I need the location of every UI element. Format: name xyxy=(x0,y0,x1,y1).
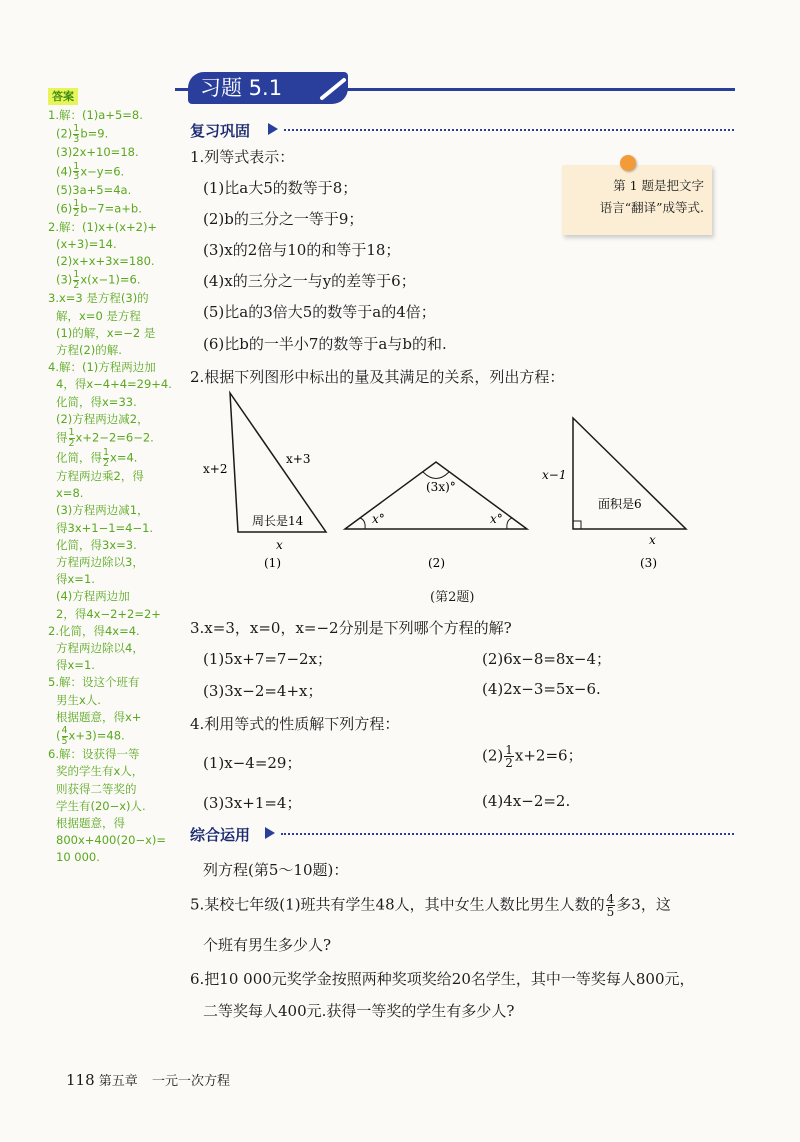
section-divider xyxy=(281,833,734,835)
answer-line: 得x=1. xyxy=(56,572,95,587)
answer-line: (x+3)=14. xyxy=(56,237,117,252)
answer-line: 5.解：设这个班有 xyxy=(48,675,140,690)
answer-line: 得 $\frac{1}{2}$ x+2−2=6−2. xyxy=(56,427,154,449)
answer-line: x=8. xyxy=(56,486,84,501)
answer-line: 得3x+1−1=4−1. xyxy=(56,520,154,535)
q4-item-1: (1)x−4=29； xyxy=(203,754,302,772)
answer-fraction: $\frac{1}{2}$ xyxy=(73,269,80,291)
answer-line: 2.解：(1)x+(x+2)+ xyxy=(48,219,158,234)
left-angle-arc xyxy=(360,518,365,529)
answer-line: 2，得4x−2+2=2+ xyxy=(56,606,161,621)
answer-line: (6) $\frac{1}{2}$ b−7=a+b. xyxy=(56,197,142,220)
triangle-3 xyxy=(573,418,686,529)
exercise-banner: 习题 5.1 xyxy=(188,72,348,104)
answer-line: (3)2x+10=18. xyxy=(56,145,139,160)
answer-sidebar xyxy=(48,88,178,867)
fig1-left-label: x+2 xyxy=(203,462,228,476)
fig1-bottom-label: x xyxy=(276,538,283,552)
q1-item-3: (3)x的2倍与10的和等于18； xyxy=(203,241,401,259)
q6-line-1: 6.把10 000元奖学金按照两种奖项奖给20名学生，其中一等奖每人800元， xyxy=(190,970,695,988)
q5-suffix: 多3，这 xyxy=(616,895,671,914)
fig2-left-label: x° xyxy=(372,512,385,526)
answer-line: 方程(2)的解. xyxy=(56,343,122,358)
fraction-denominator: 2 xyxy=(505,756,513,770)
answer-line: 3.x=3 是方程(3)的 xyxy=(48,291,149,306)
q1-item-6: (6)比b的一半小7的数等于a与b的和. xyxy=(203,335,447,353)
q1-item-2: (2)b的三分之一等于9； xyxy=(203,210,364,228)
answer-fraction: $\frac{4}{5}$ xyxy=(61,725,68,747)
fig3-left-label: x−1 xyxy=(542,468,567,482)
answer-line: 得x=1. xyxy=(56,658,95,673)
q6-line-2: 二等奖每人400元.获得一等奖的学生有多少人? xyxy=(203,1002,515,1020)
answer-fraction: $\frac{1}{2}$ xyxy=(73,197,80,220)
apex-angle-arc xyxy=(423,472,449,479)
answer-line: 10 000. xyxy=(56,850,100,865)
section-applied-title: 综合运用 xyxy=(190,826,251,844)
fraction-denominator: 5 xyxy=(606,905,615,919)
q5-line-1 xyxy=(190,893,671,918)
fig3-inside-label: 面积是6 xyxy=(598,497,642,511)
fraction-numerator: 4 xyxy=(606,892,615,906)
answer-line: (1)的解，x=−2 是 xyxy=(56,325,156,340)
q4-item-2 xyxy=(482,744,583,769)
page-footer xyxy=(66,1070,230,1089)
hint-note xyxy=(562,165,712,235)
answer-line: (4) $\frac{1}{3}$ x−y=6. xyxy=(56,160,125,183)
section-review-title: 复习巩固 xyxy=(190,122,251,140)
answer-line: 方程两边乘2，得 xyxy=(56,469,144,484)
answer-line: 根据题意，得 xyxy=(56,815,125,830)
q1-item-1: (1)比a大5的数等于8； xyxy=(203,179,358,197)
answer-fraction: $\frac{1}{3}$ xyxy=(73,123,80,145)
fig2-right-label: x° xyxy=(490,512,503,526)
q1-item-4: (4)x的三分之一与y的差等于6； xyxy=(203,272,416,290)
page-number: 118 xyxy=(66,1071,95,1089)
q4-item-3: (3)3x+1=4； xyxy=(203,794,302,812)
q3-item-1: (1)5x+7=7−2x； xyxy=(203,650,333,668)
q4-item-2-suffix: x+2=6； xyxy=(514,746,583,765)
fig2-apex-label: (3x)° xyxy=(426,480,456,494)
section-arrow-icon xyxy=(268,123,278,135)
fraction-numerator: 1 xyxy=(505,743,513,757)
section-divider xyxy=(284,129,734,131)
answer-line: 6.解：设获得一等 xyxy=(48,747,140,762)
answer-line: 化简，得x=33. xyxy=(56,394,137,409)
hint-line-2: 语言“翻译”成等式. xyxy=(599,200,704,215)
answer-line: (3)方程两边减1， xyxy=(56,503,149,518)
answer-line: 方程两边除以3， xyxy=(56,555,144,570)
fig3-bottom-label: x xyxy=(649,533,656,547)
answer-line: 方程两边除以4， xyxy=(56,641,144,656)
q3-item-3: (3)3x−2=4+x； xyxy=(203,682,323,700)
answer-line: (4)方程两边加 xyxy=(56,589,130,604)
pin-icon xyxy=(620,155,636,171)
q3-item-2: (2)6x−8=8x−4； xyxy=(482,650,612,668)
fig1-caption: (1) xyxy=(264,556,281,570)
q5-line-2: 个班有男生多少人? xyxy=(203,936,332,954)
answer-line: (2) $\frac{1}{3}$ b=9. xyxy=(56,123,109,145)
answer-line: 男生x人. xyxy=(56,692,101,707)
fig1-inside-label: 周长是14 xyxy=(252,514,304,528)
q1-item-5: (5)比a的3倍大5的数等于a的4倍； xyxy=(203,303,436,321)
answer-line: (3) $\frac{1}{2}$ x(x−1)=6. xyxy=(56,269,141,291)
answer-line: 化简，得 $\frac{1}{2}$ x=4. xyxy=(56,447,138,469)
answer-line: (2)x+x+3x=180. xyxy=(56,254,155,269)
answer-heading: 答案 xyxy=(48,88,78,105)
chapter-title: 一元一次方程 xyxy=(151,1074,230,1089)
q3-item-4: (4)2x−3=5x−6. xyxy=(482,680,601,698)
answer-line: 化简，得3x=3. xyxy=(56,537,137,552)
q4-stem: 4.利用等式的性质解下列方程： xyxy=(190,715,400,733)
fraction-four-fifths xyxy=(606,893,616,918)
answer-line: 解，x=0 是方程 xyxy=(56,308,141,323)
section-arrow-icon xyxy=(265,827,275,839)
q4-item-2-prefix: (2) xyxy=(482,746,504,765)
q2-figures xyxy=(190,385,740,585)
right-angle-mark xyxy=(573,521,581,529)
pen-icon xyxy=(318,76,352,102)
q1-stem: 1.列等式表示： xyxy=(190,148,295,166)
answer-line: 800x+400(20−x)= xyxy=(56,833,167,848)
answer-line: 4.解：(1)方程两边加 xyxy=(48,360,156,375)
q4-item-4: (4)4x−2=2. xyxy=(482,792,571,810)
answer-line: 则获得二等奖的 xyxy=(56,781,137,796)
answer-fraction: $\frac{1}{2}$ xyxy=(68,427,75,449)
q3-stem: 3.x=3，x=0，x=−2分别是下列哪个方程的解? xyxy=(190,619,512,637)
answer-line: (2)方程两边减2， xyxy=(56,411,149,426)
chapter-label: 第五章 xyxy=(98,1074,138,1089)
fig2-caption: (2) xyxy=(428,556,445,570)
fig3-caption: (3) xyxy=(640,556,657,570)
answer-line: 根据题意，得x+ xyxy=(56,709,142,724)
answer-fraction: $\frac{1}{2}$ xyxy=(103,447,110,469)
q2-stem: 2.根据下列图形中标出的量及其满足的关系，列出方程： xyxy=(190,368,565,386)
right-angle-arc xyxy=(507,518,512,529)
hint-line-1: 第 1 题是把文字 xyxy=(613,178,704,193)
answer-line: ( $\frac{4}{5}$ x+3)=48. xyxy=(56,725,125,747)
figure-caption: (第2题) xyxy=(430,590,475,605)
fig1-right-label: x+3 xyxy=(286,452,311,466)
answer-line: 1.解：(1)a+5=8. xyxy=(48,108,143,123)
answer-fraction: $\frac{1}{3}$ xyxy=(73,160,80,183)
fraction-one-half xyxy=(504,744,514,769)
answer-line: 2.化简，得4x=4. xyxy=(48,623,140,638)
q5-prefix: 5.某校七年级(1)班共有学生48人，其中女生人数比男生人数的 xyxy=(190,895,605,914)
answer-line: 学生有(20−x)人. xyxy=(56,798,146,813)
answer-line: 4，得x−4+4=29+4. xyxy=(56,377,172,392)
answer-line: (5)3a+5=4a. xyxy=(56,182,132,197)
instruction: 列方程(第5～10题)： xyxy=(203,861,349,879)
triangle-1 xyxy=(230,393,326,532)
answer-lines xyxy=(48,107,178,866)
answer-line: 奖的学生有x人， xyxy=(56,764,144,779)
